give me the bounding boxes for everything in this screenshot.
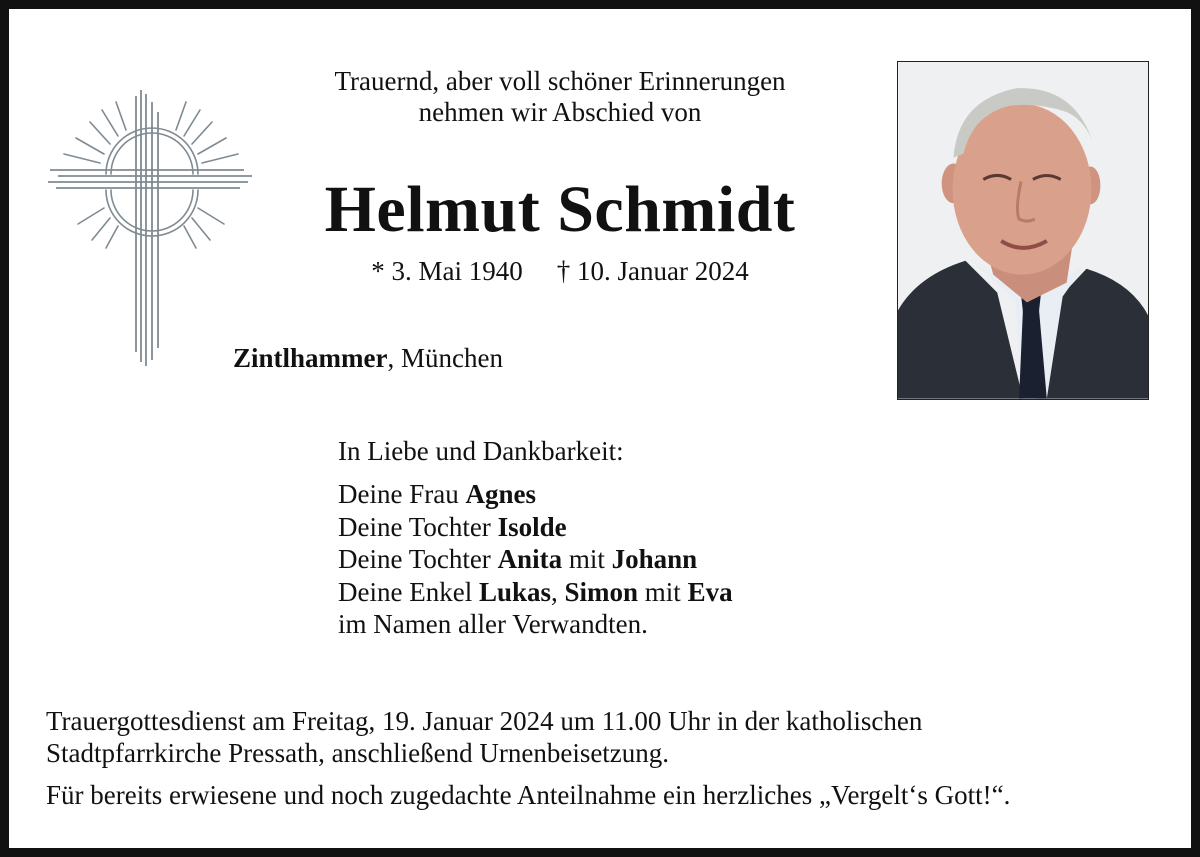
death-date: 10. Januar 2024 — [577, 256, 749, 286]
born-symbol: * — [371, 256, 385, 286]
residence-city: , München — [387, 343, 503, 373]
cross-with-sunburst-icon — [48, 90, 254, 366]
mourner-name: Johann — [611, 544, 698, 574]
mourner-line — [338, 608, 733, 641]
mourner-name: Isolde — [497, 511, 567, 542]
service-line-2: Stadtpfarrkirche Pressath, anschließend Urnenbeisetzung. — [46, 738, 670, 768]
residence — [233, 342, 503, 374]
life-dates — [260, 255, 860, 287]
mourner-name: Simon — [564, 576, 639, 607]
service-line-1: Trauergottesdienst am Freitag, 19. Januar 2024 um 11.00 Uhr in der katholischen — [46, 706, 923, 736]
closing-thanks: Für bereits erwiesene und noch zugedachte Anteilnahme ein herzliches „Vergelt‘s Gott!“. — [46, 780, 1011, 810]
mourner-name: Anita — [497, 544, 563, 574]
intro-text — [260, 66, 860, 128]
mourner-line — [338, 543, 733, 576]
residence-village: Zintlhammer — [233, 343, 388, 373]
mourner-text: Deine Frau — [338, 479, 466, 509]
mourner-text: im Namen aller Verwandten. — [338, 609, 648, 639]
mourner-text: Deine Tochter — [338, 544, 498, 574]
mourner-line — [338, 511, 733, 544]
mourner-name: Agnes — [465, 479, 536, 509]
mourner-line — [338, 576, 733, 609]
mourner-text: Deine Enkel — [338, 576, 479, 607]
birth-date: 3. Mai 1940 — [391, 256, 523, 286]
mourner-line — [338, 478, 733, 511]
mourner-text: mit — [562, 544, 612, 574]
died-symbol: † — [556, 256, 571, 286]
intro-line-1: Trauernd, aber voll schöner Erinnerungen — [334, 66, 786, 96]
portrait-photo — [897, 61, 1149, 400]
mourner-name: Eva — [687, 576, 733, 607]
deceased-name: Helmut Schmidt — [324, 173, 796, 246]
intro-line-2: nehmen wir Abschied von — [418, 97, 702, 127]
mourner-text: mit — [638, 576, 688, 607]
mourner-name: Lukas — [478, 576, 552, 607]
mourner-text: , — [551, 576, 565, 607]
service-info — [46, 705, 1156, 769]
thanks-intro: In Liebe und Dankbarkeit: — [338, 436, 624, 466]
mourners-list — [338, 478, 733, 641]
mourner-text: Deine Tochter — [338, 511, 498, 542]
